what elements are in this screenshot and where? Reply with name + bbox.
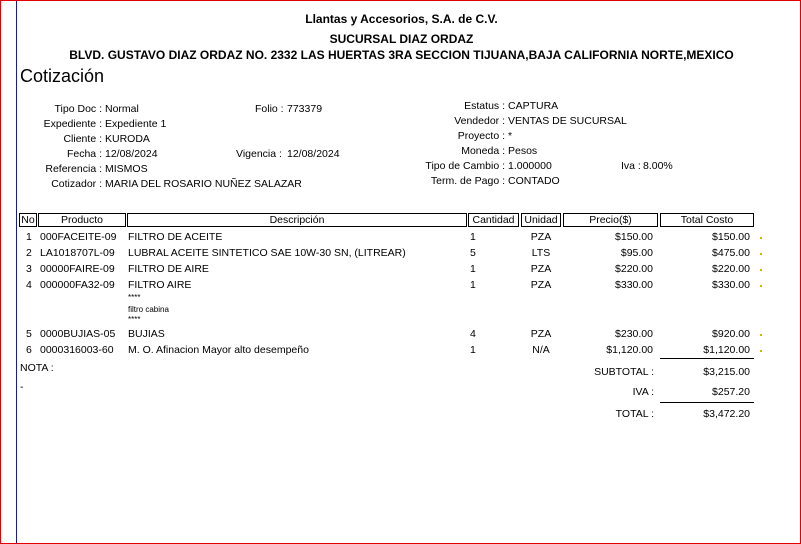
row-total: $920.00 (712, 328, 750, 340)
row-descripcion: BUJIAS (128, 328, 165, 340)
fecha-value: 12/08/2024 (105, 148, 158, 160)
subtotal-label: SUBTOTAL : (594, 366, 654, 378)
row-total: $1,120.00 (703, 344, 750, 356)
row-cantidad: 1 (470, 344, 476, 356)
row-total: $220.00 (712, 263, 750, 275)
row-descripcion: LUBRAL ACEITE SINTETICO SAE 10W-30 SN, (LITREAR) (128, 247, 406, 259)
row-producto: 0000BUJIAS-05 (40, 328, 116, 340)
vigencia-label: Vigencia : (236, 148, 282, 160)
row-precio: $330.00 (615, 279, 653, 291)
term-pago-label: Term. de Pago : (430, 175, 505, 187)
iva-rate-label: Iva : (621, 160, 641, 172)
margin-mark (760, 285, 762, 287)
row-no: 2 (26, 247, 32, 259)
tipo-cambio-value: 1.000000 (508, 160, 552, 172)
cotizador-value: MARIA DEL ROSARIO NUÑEZ SALAZAR (105, 178, 302, 190)
row-producto: 00000FAIRE-09 (40, 263, 115, 275)
col-header-producto: Producto (38, 213, 126, 227)
document-title: Cotización (20, 66, 105, 86)
row-total: $330.00 (712, 279, 750, 291)
item-note-text: filtro cabina (128, 305, 169, 314)
col-header-descripcion: Descripción (127, 213, 467, 227)
row-descripcion: FILTRO DE ACEITE (128, 231, 223, 243)
iva-label: IVA : (632, 386, 654, 398)
proyecto-value: * (508, 130, 513, 142)
tipo-doc-value: Normal (105, 103, 139, 115)
nota-text: - (20, 381, 24, 393)
row-cantidad: 1 (470, 279, 476, 291)
row-precio: $230.00 (615, 328, 653, 340)
estatus-label: Estatus : (464, 100, 505, 112)
tipo-cambio-label: Tipo de Cambio : (425, 160, 505, 172)
estatus-value: CAPTURA (508, 100, 559, 112)
col-header-unidad: Unidad (521, 213, 561, 227)
folio-value: 773379 (287, 103, 323, 115)
cotizador-label: Cotizador : (51, 178, 102, 190)
row-precio: $220.00 (615, 263, 653, 275)
row-no: 6 (26, 344, 32, 356)
row-cantidad: 4 (470, 328, 476, 340)
col-header-no: No (19, 213, 37, 227)
row-precio: $150.00 (615, 231, 653, 243)
row-precio: $95.00 (620, 247, 653, 259)
vigencia-value: 12/08/2024 (287, 148, 340, 160)
cliente-label: Cliente : (63, 133, 102, 145)
total-label: TOTAL : (615, 408, 654, 420)
left-margin-rule (16, 1, 17, 543)
row-producto: LA1018707L-09 (40, 247, 115, 259)
iva-value: $257.20 (712, 386, 750, 398)
margin-mark (760, 350, 762, 352)
margin-mark (760, 237, 762, 239)
folio-label: Folio : (255, 103, 284, 115)
item-note-stars: **** (128, 293, 141, 302)
subtotal-rule (660, 358, 754, 359)
margin-mark (760, 269, 762, 271)
col-header-total: Total Costo (660, 213, 754, 227)
total-rule (660, 402, 754, 403)
row-unidad: PZA (530, 328, 552, 340)
fecha-label: Fecha : (66, 148, 102, 160)
row-total: $150.00 (712, 231, 750, 243)
row-unidad: LTS (531, 247, 551, 259)
row-cantidad: 1 (470, 263, 476, 275)
row-total: $475.00 (712, 247, 750, 259)
referencia-label: Referencia : (45, 163, 102, 175)
row-no: 3 (26, 263, 32, 275)
total-value: $3,472.20 (703, 408, 750, 420)
row-cantidad: 5 (470, 247, 476, 259)
cliente-value: KURODA (105, 133, 150, 145)
row-no: 4 (26, 279, 32, 291)
row-descripcion: M. O. Afinacion Mayor alto desempeño (128, 344, 309, 356)
margin-mark (760, 334, 762, 336)
expediente-label: Expediente : (43, 118, 102, 130)
row-cantidad: 1 (470, 231, 476, 243)
branch-name: SUCURSAL DIAZ ORDAZ (329, 32, 474, 46)
moneda-label: Moneda : (461, 145, 505, 157)
moneda-value: Pesos (508, 145, 538, 157)
col-header-precio: Precio($) (563, 213, 658, 227)
tipo-doc-label: Tipo Doc : (54, 103, 102, 115)
vendedor-value: VENTAS DE SUCURSAL (508, 115, 627, 127)
row-unidad: PZA (530, 263, 552, 275)
row-producto: 0000316003-60 (40, 344, 114, 356)
company-address: BLVD. GUSTAVO DIAZ ORDAZ NO. 2332 LAS HUERTAS 3RA SECCION TIJUANA,BAJA CALIFORNIA NORTE,MEXICO (69, 48, 734, 62)
row-unidad: PZA (530, 231, 552, 243)
row-precio: $1,120.00 (606, 344, 653, 356)
row-descripcion: FILTRO DE AIRE (128, 263, 209, 275)
row-producto: 000FACEITE-09 (40, 231, 117, 243)
iva-rate-value: 8.00% (643, 160, 673, 172)
referencia-value: MISMOS (105, 163, 148, 175)
col-header-cantidad: Cantidad (468, 213, 519, 227)
term-pago-value: CONTADO (508, 175, 560, 187)
row-descripcion: FILTRO AIRE (128, 279, 192, 291)
margin-mark (760, 253, 762, 255)
subtotal-value: $3,215.00 (703, 366, 750, 378)
vendedor-label: Vendedor : (454, 115, 505, 127)
row-no: 1 (26, 231, 32, 243)
row-producto: 000000FA32-09 (40, 279, 115, 291)
expediente-value: Expediente 1 (105, 118, 167, 130)
company-name: Llantas y Accesorios, S.A. de C.V. (305, 12, 498, 26)
row-no: 5 (26, 328, 32, 340)
proyecto-label: Proyecto : (457, 130, 505, 142)
nota-label: NOTA : (20, 362, 54, 374)
row-unidad: PZA (530, 279, 552, 291)
item-note-stars: **** (128, 315, 141, 324)
row-unidad: N/A (532, 344, 550, 356)
